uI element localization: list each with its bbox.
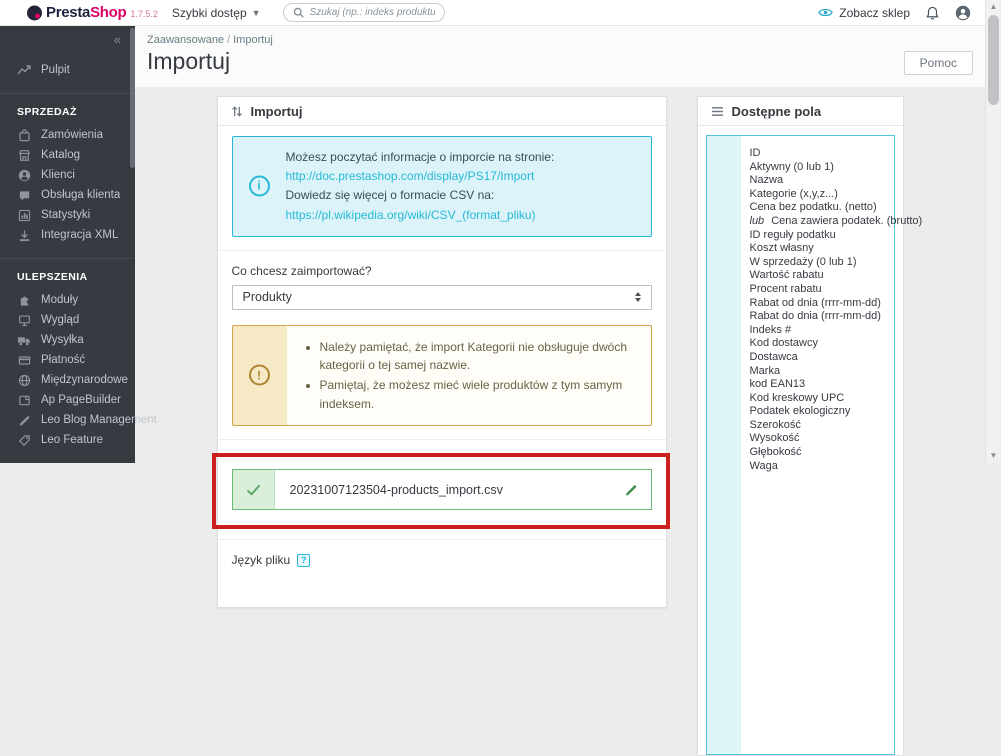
search-input[interactable] (310, 7, 435, 18)
field-item: Rabat od dnia (rrrr-mm-dd) (749, 296, 881, 309)
sidebar-nav (0, 26, 157, 463)
field-item: Waga (749, 459, 778, 472)
download-icon (17, 228, 31, 242)
edit-pencil-icon[interactable] (624, 483, 638, 497)
file-language-label: Język pliku (231, 553, 291, 568)
scrollbar-thumb[interactable] (988, 15, 999, 105)
credit-card-icon (17, 353, 31, 367)
field-item: W sprzedaży (0 lub 1) (749, 255, 857, 268)
sidebar-item-label: Ap PageBuilder (41, 394, 121, 406)
field-item: Kod kreskowy UPC (749, 391, 845, 404)
sidebar-section-ulepszenia: ULEPSZENIA (17, 271, 88, 283)
section-divider (218, 439, 666, 440)
sidebar-item-wyglad[interactable] (0, 310, 135, 330)
entity-select-value: Produkty (242, 290, 292, 305)
import-arrows-icon (231, 105, 243, 118)
scroll-down-arrow-icon[interactable]: ▼ (989, 451, 998, 460)
sidebar-item-leo-blog-management[interactable] (0, 410, 157, 430)
page-header (135, 26, 985, 87)
bar-chart-icon (17, 208, 31, 222)
sidebar-item-label: Wysyłka (41, 334, 84, 346)
field-item: ID (749, 147, 761, 159)
warning-item: • Należy pamiętać, że import Kategorii nie obsługuje dwóch kategorii o tej samej nazwie. (320, 338, 639, 375)
import-panel (217, 96, 667, 608)
warning-item: • Pamiętaj, że możesz mieć wiele produktów z tym samym indeksem. (320, 376, 639, 413)
field-item: Wartość rabatu (749, 269, 824, 282)
chat-icon (17, 188, 31, 202)
field-item: ID reguły podatku (749, 228, 836, 241)
sidebar-item-label: Klienci (41, 169, 75, 181)
chevron-down-icon: ▼ (251, 7, 261, 18)
annotation-highlight-box (212, 453, 670, 529)
page-icon (17, 393, 31, 407)
prestashop-brand (0, 4, 158, 21)
sidebar-item-platnosc[interactable] (0, 350, 135, 370)
checkmark-icon (246, 484, 261, 496)
sidebar-item-miedzynarodowe[interactable] (0, 370, 135, 390)
section-divider (218, 539, 666, 540)
sidebar-item-moduly[interactable] (0, 290, 135, 310)
warning-alert (232, 325, 652, 426)
sidebar-item-statystyki[interactable] (0, 205, 135, 225)
section-divider (218, 250, 666, 251)
customer-icon (17, 168, 31, 182)
pencil-icon (17, 413, 31, 427)
monitor-icon (17, 313, 31, 327)
help-question-icon[interactable]: ? (297, 554, 310, 567)
brand-name: PrestaShop (46, 4, 127, 21)
warning-list (305, 338, 639, 413)
field-item: Dostawca (749, 350, 798, 363)
available-fields-panel (697, 96, 923, 756)
field-item: Koszt własny (749, 242, 814, 255)
csv-wiki-link[interactable]: https://pl.wikipedia.org/wiki/CSV_(format_pliku) (285, 207, 536, 222)
breadcrumb-parent[interactable]: Zaawansowane (147, 34, 225, 46)
sidebar-item-leo-feature[interactable] (0, 430, 135, 450)
shopping-bag-icon (17, 128, 31, 142)
sidebar-scrollbar-thumb[interactable] (130, 28, 135, 168)
field-item: Wysokość (749, 432, 800, 445)
browser-scrollbar[interactable] (985, 0, 1000, 463)
import-panel-title: Importuj (250, 103, 303, 119)
globe-icon (17, 373, 31, 387)
topbar (0, 0, 985, 26)
uploaded-file-field[interactable] (232, 469, 652, 510)
field-item: Aktywny (0 lub 1) (749, 160, 834, 173)
topbar-right (818, 5, 985, 21)
field-item: Podatek ekologiczny (749, 405, 851, 418)
field-item: lub Cena zawiera podatek. (brutto) (749, 214, 923, 227)
sidebar-item-label: Płatność (41, 354, 86, 366)
quick-access-dropdown[interactable]: Szybki dostęp ▼ (171, 5, 261, 20)
user-account-icon[interactable] (955, 5, 971, 21)
info-icon: i (249, 176, 270, 197)
global-search[interactable] (283, 3, 445, 22)
notifications-bell-icon[interactable] (926, 6, 939, 20)
doc-link[interactable]: http://doc.prestashop.com/display/PS17/Import (285, 169, 535, 184)
entity-select[interactable] (232, 285, 652, 310)
scroll-up-arrow-icon[interactable]: ▲ (989, 2, 998, 11)
store-icon (17, 148, 31, 162)
import-panel-header (218, 97, 666, 126)
sidebar-item-integracja-xml[interactable] (0, 225, 135, 245)
entity-select-label: Co chcesz zaimportować? (231, 263, 372, 278)
sidebar-collapse-button[interactable]: « (113, 32, 121, 47)
fields-panel-header (698, 97, 903, 126)
sidebar-item-label: Pulpit (41, 64, 70, 76)
prestashop-logo-icon (27, 5, 42, 20)
file-language-row (232, 553, 652, 567)
field-item: kod EAN13 (749, 378, 806, 391)
uploaded-file-name: 20231007123504-products_import.csv (289, 482, 503, 497)
import-panel-body (218, 126, 666, 607)
breadcrumb: Zaawansowane / Importuj (147, 34, 273, 46)
sidebar-item-klienci[interactable] (0, 165, 135, 185)
sidebar-item-obsluga-klienta[interactable] (0, 185, 135, 205)
help-button[interactable]: Pomoc (904, 51, 973, 75)
file-success-strip (233, 470, 275, 509)
dashboard-chart-icon (17, 63, 31, 77)
sidebar-item-label: Moduły (41, 294, 79, 306)
sidebar-item-label: Katalog (41, 149, 81, 161)
field-item: Cena bez podatku. (netto) (749, 201, 877, 214)
view-shop-link[interactable]: Zobacz sklep (818, 6, 910, 20)
field-item: Procent rabatu (749, 282, 822, 295)
field-item: Szerokość (749, 418, 801, 431)
field-item: Marka (749, 364, 781, 377)
sidebar-item-ap-pagebuilder[interactable] (0, 390, 135, 410)
fields-panel-title: Dostępne pola (731, 103, 822, 119)
sidebar-item-label: Leo Feature (41, 434, 104, 446)
sidebar-item-pulpit[interactable] (0, 60, 135, 80)
sidebar-item-label: Integracja XML (41, 229, 119, 241)
field-item: Kod dostawcy (749, 337, 818, 350)
panels-row (217, 96, 923, 756)
main-content (135, 26, 985, 568)
sidebar-item-wysylka[interactable] (0, 330, 135, 350)
puzzle-icon (17, 293, 31, 307)
list-icon (711, 106, 724, 117)
field-item: Kategorie (x,y,z...) (749, 187, 838, 200)
search-icon (293, 7, 304, 18)
sidebar-item-label: Leo Blog Management (41, 414, 157, 426)
field-item: Indeks # (749, 323, 792, 336)
field-item: Rabat do dnia (rrrr-mm-dd) (749, 310, 881, 323)
sidebar-item-label: Statystyki (41, 209, 91, 221)
page-title: Importuj (147, 48, 231, 74)
eye-icon (818, 7, 833, 18)
sidebar-item-zamowienia[interactable] (0, 125, 135, 145)
sidebar-item-label: Międzynarodowe (41, 374, 128, 386)
field-item: Nazwa (749, 174, 784, 187)
available-fields-list (706, 135, 923, 755)
tag-icon (17, 433, 31, 447)
breadcrumb-current: Importuj (233, 34, 273, 46)
info-alert: i Możesz poczytać informacje o imporcie na stronie: http://doc.prestashop.com/display/PS17/Import Dowiedz się więcej o formacie CSV na: https://pl.wikipedia.org/wiki/CSV_(format_pliku) (232, 136, 652, 237)
sidebar-item-label: Obsługa klienta (41, 189, 121, 201)
sidebar-item-label: Wygląd (41, 314, 80, 326)
sidebar-item-katalog[interactable] (0, 145, 135, 165)
truck-icon (17, 333, 31, 347)
version-label: 1.7.5.2 (130, 9, 158, 19)
sidebar-section-sprzedaz: SPRZEDAŻ (17, 106, 77, 118)
warning-icon: ! (249, 365, 270, 386)
field-item: Głębokość (749, 446, 802, 459)
fields-panel-body (698, 126, 923, 755)
select-arrows-icon (635, 292, 641, 302)
sidebar-item-label: Zamówienia (41, 129, 103, 141)
